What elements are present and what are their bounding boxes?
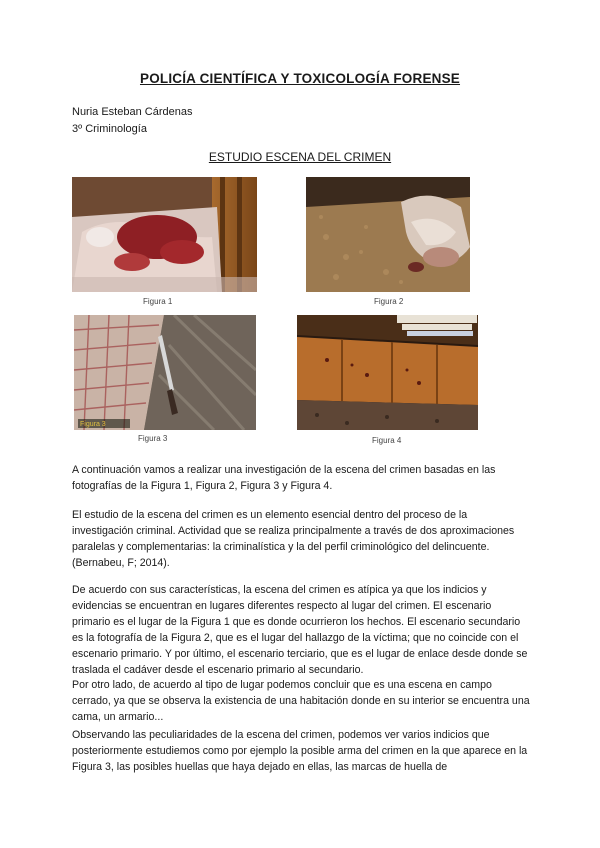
figure-2-caption: Figura 2 — [374, 297, 404, 306]
figure-1-caption: Figura 1 — [143, 297, 173, 306]
paragraph-1: A continuación vamos a realizar una investigación de la escena del crimen basadas en las fotografías de la Figura 1, Figura 2, Figura 3 y Figura 4. — [72, 464, 496, 492]
author-block — [72, 104, 192, 138]
figure-4-photo — [297, 315, 478, 430]
author-name: Nuria Esteban Cárdenas — [72, 106, 193, 118]
figure-3-caption: Figura 3 — [138, 434, 168, 443]
document-title: POLICÍA CIENTÍFICA Y TOXICOLOGÍA FORENSE — [139, 71, 461, 86]
figure-3-photo — [74, 315, 256, 430]
paragraph-3: De acuerdo con sus características, la escena del crimen es atípica ya que los indicios y evidencias se encuentran en lugares diferentes respecto al lugar del crimen. El escenario primario es el lugar de la Figura 1 que es donde ocurrieron los hechos. El escenario secundario es la fotografía de la Figura 2, que es el lugar del hallazgo de la víctima; que no coincide con el escenario primario. Y por último, el escenario terciario, que es el lugar de enlace desde donde se traslada el cadáver desde el escenario primario al secundario. — [72, 584, 528, 676]
paragraph-5: Observando las peculiaridades de la escena del crimen, podemos ver varios indicios que posteriormente estudiemos como por ejemplo la posible arma del crimen en la que aparece en la Figura 3, las posibles huellas que haya dejado en ellas, las marcas de huella de — [72, 729, 528, 773]
paragraph-block-3 — [72, 583, 530, 726]
figure-4-caption: Figura 4 — [372, 436, 402, 445]
paragraph-2: El estudio de la escena del crimen es un elemento esencial dentro del proceso de la investigación criminal. Actividad que se realiza principalmente a través de dos aproximaciones paralelas y complementarias: la criminalística y la del perfil criminológico del delincuente. (Bernabeu, F; 2014). — [72, 509, 515, 569]
author-course: 3º Criminología — [72, 123, 147, 135]
paragraph-block-2 — [72, 508, 530, 572]
figure-3-overlay-text: Figura 3 — [80, 421, 106, 428]
figure-1-photo — [72, 177, 257, 292]
figure-2-photo — [306, 177, 470, 292]
paragraph-4: Por otro lado, de acuerdo al tipo de lugar podemos concluir que es una escena en campo cerrado, ya que se observa la existencia de una habitación donde en su interior se encuentra una cama, un armario... — [72, 679, 530, 724]
paragraph-block-5 — [72, 728, 530, 776]
section-title: ESTUDIO ESCENA DEL CRIMEN — [208, 150, 392, 164]
paragraph-intro — [72, 463, 530, 495]
